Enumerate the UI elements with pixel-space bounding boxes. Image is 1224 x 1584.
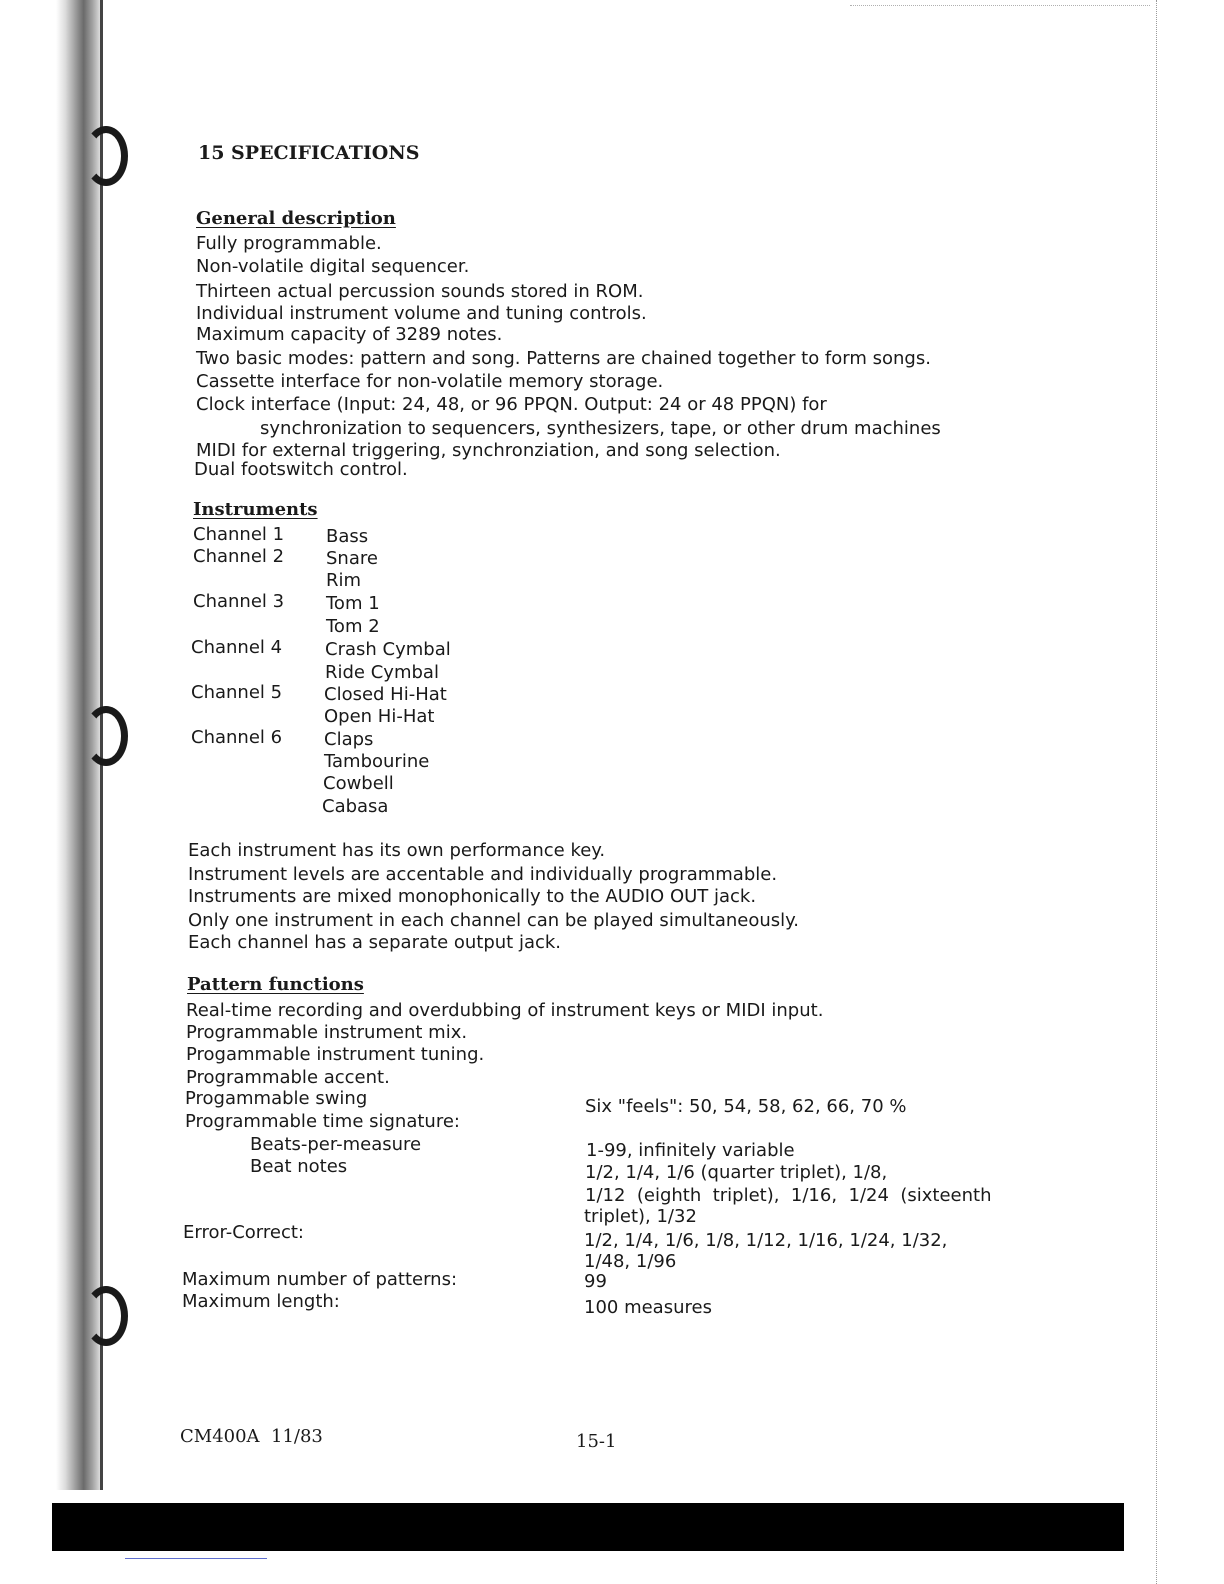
instrument-note: Instruments are mixed monophonically to the AUDIO OUT jack. — [188, 886, 757, 907]
beat-notes-value: triplet), 1/32 — [584, 1206, 697, 1227]
general-line: Non-volatile digital sequencer. — [196, 256, 470, 277]
instrument-name: Cowbell — [323, 773, 394, 794]
instrument-name: Open Hi-Hat — [324, 706, 435, 727]
instrument-name: Bass — [326, 526, 369, 547]
instrument-name: Snare — [326, 548, 378, 569]
max-patterns-value: 99 — [584, 1271, 607, 1292]
error-correct-value: 1/2, 1/4, 1/6, 1/8, 1/12, 1/16, 1/24, 1/32, — [584, 1230, 948, 1251]
swing-value: Six "feels": 50, 54, 58, 62, 66, 70 % — [585, 1096, 907, 1117]
general-line: Two basic modes: pattern and song. Patterns are chained together to form songs. — [196, 348, 931, 369]
time-signature-label: Programmable time signature: — [185, 1111, 460, 1132]
channel-label: Channel 4 — [191, 637, 283, 658]
channel-label: Channel 2 — [193, 546, 285, 567]
general-line: synchronization to sequencers, synthesizers, tape, or other drum machines — [260, 418, 941, 439]
binder-ring-icon — [84, 1286, 128, 1346]
beat-notes-value: 1/2, 1/4, 1/6 (quarter triplet), 1/8, — [585, 1162, 888, 1183]
pattern-line: Real-time recording and overdubbing of instrument keys or MIDI input. — [186, 1000, 824, 1021]
pattern-line: Progammable instrument tuning. — [186, 1044, 485, 1065]
general-heading: General description — [196, 208, 396, 229]
error-correct-label: Error-Correct: — [183, 1222, 304, 1243]
instrument-name: Claps — [324, 729, 374, 750]
instrument-note: Only one instrument in each channel can be played simultaneously. — [188, 910, 799, 931]
beat-notes-label: Beat notes — [250, 1156, 348, 1177]
channel-label: Channel 3 — [193, 591, 285, 612]
instrument-name: Crash Cymbal — [325, 639, 451, 660]
binder-ring-icon — [84, 706, 128, 766]
error-correct-value: 1/48, 1/96 — [584, 1251, 677, 1272]
instrument-name: Cabasa — [322, 796, 389, 817]
beats-label: Beats-per-measure — [250, 1134, 422, 1155]
general-line: Dual footswitch control. — [194, 459, 408, 480]
general-line: Individual instrument volume and tuning controls. — [196, 303, 647, 324]
channel-label: Channel 6 — [191, 727, 283, 748]
instrument-name: Rim — [326, 570, 362, 591]
instrument-note: Each instrument has its own performance key. — [188, 840, 606, 861]
binder-ring-icon — [84, 126, 128, 186]
general-line: Thirteen actual percussion sounds stored in ROM. — [196, 281, 644, 302]
instruments-heading: Instruments — [193, 499, 318, 520]
max-patterns-label: Maximum number of patterns: — [182, 1269, 458, 1290]
page-number: 15-1 — [576, 1431, 617, 1452]
pattern-line: Programmable accent. — [186, 1067, 390, 1088]
bottom-rule — [125, 1558, 267, 1559]
instrument-name: Ride Cymbal — [325, 662, 439, 683]
instrument-name: Tambourine — [324, 751, 430, 772]
channel-label: Channel 1 — [193, 524, 285, 545]
swing-label: Progammable swing — [185, 1088, 368, 1109]
general-line: Cassette interface for non-volatile memory storage. — [196, 371, 664, 392]
beat-notes-value: 1/12 (eighth triplet), 1/16, 1/24 (sixteenth — [585, 1185, 992, 1206]
margin-line — [1156, 0, 1158, 1584]
instrument-name: Closed Hi-Hat — [324, 684, 447, 705]
max-length-value: 100 measures — [584, 1297, 712, 1318]
page-title: 15 SPECIFICATIONS — [198, 142, 420, 164]
instrument-name: Tom 2 — [326, 616, 380, 637]
instrument-note: Each channel has a separate output jack. — [188, 932, 562, 953]
pattern-line: Programmable instrument mix. — [186, 1022, 468, 1043]
general-line: Clock interface (Input: 24, 48, or 96 PPQN. Output: 24 or 48 PPQN) for — [196, 394, 827, 415]
general-line: Fully programmable. — [196, 233, 382, 254]
instrument-name: Tom 1 — [326, 593, 380, 614]
beats-value: 1-99, infinitely variable — [586, 1140, 795, 1161]
scan-shadow-bar — [52, 1503, 1124, 1551]
general-line: MIDI for external triggering, synchronziation, and song selection. — [196, 440, 781, 461]
max-length-label: Maximum length: — [182, 1291, 340, 1312]
channel-label: Channel 5 — [191, 682, 283, 703]
general-line: Maximum capacity of 3289 notes. — [196, 324, 503, 345]
document-code: CM400A 11/83 — [180, 1426, 323, 1447]
top-rule — [850, 5, 1150, 7]
pattern-heading: Pattern functions — [187, 974, 364, 995]
instrument-note: Instrument levels are accentable and individually programmable. — [188, 864, 778, 885]
